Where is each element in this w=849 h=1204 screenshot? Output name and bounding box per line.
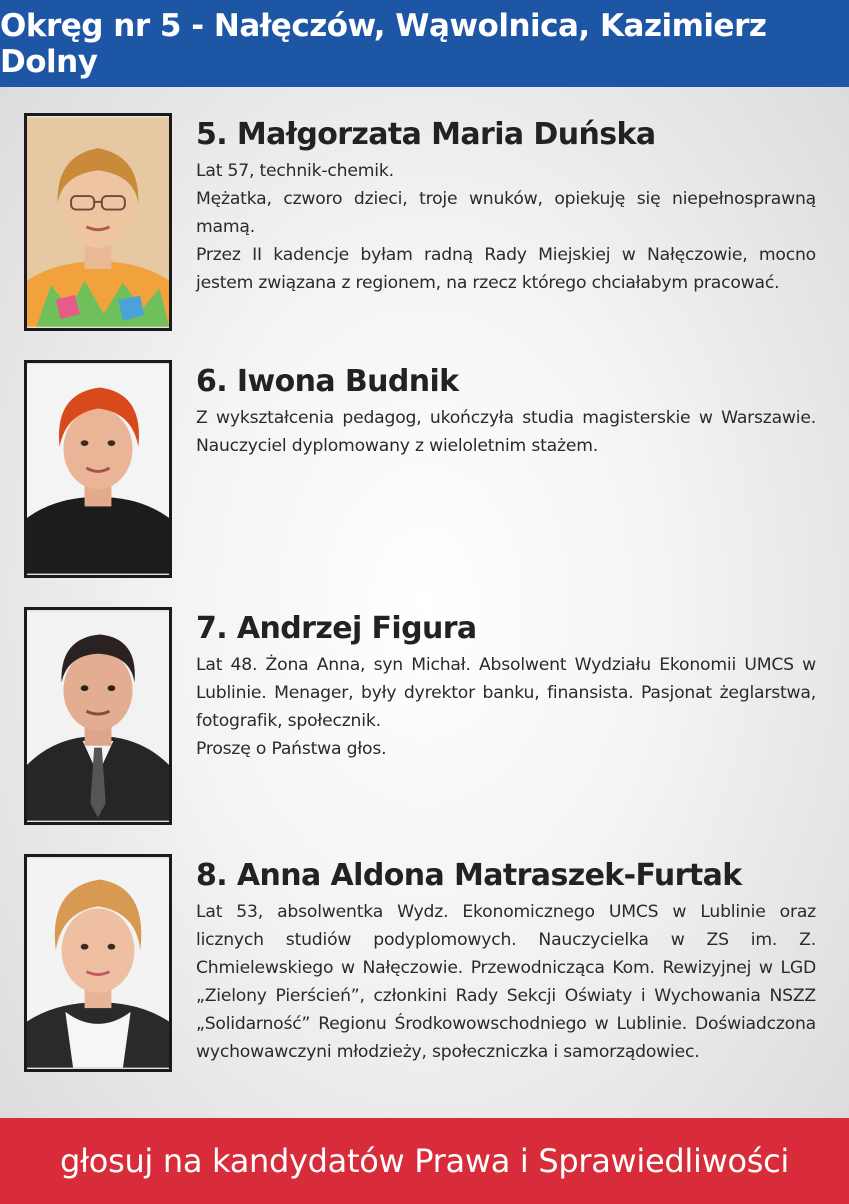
candidate-card (24, 360, 824, 580)
candidate-photo (24, 854, 172, 1072)
candidate-bio-line: Lat 48. Żona Anna, syn Michał. Absolwent Wydziału Ekonomii UMCS w Lublinie. Menager, były dyrektor banku, finansista. Pasjonat żeglarstwa, fotografik, społecznik. (196, 655, 816, 731)
candidate-photo (24, 113, 172, 331)
district-title: Okręg nr 5 - Nałęczów, Wąwolnica, Kazimierz Dolny (0, 7, 767, 80)
candidate-card (24, 113, 824, 333)
portrait-man-suit (27, 610, 169, 822)
candidate-photo (24, 360, 172, 578)
candidate-bio-line: Przez II kadencje byłam radną Rady Miejskiej w Nałęczowie, mocno jestem związana z regionem, na rzecz którego chciałabym pracować. (196, 245, 816, 293)
candidate-name: 5. Małgorzata Maria Duńska (196, 117, 656, 152)
header-banner (0, 0, 849, 87)
candidate-card (24, 607, 824, 827)
candidate-photo (24, 607, 172, 825)
candidate-card (24, 854, 824, 1074)
footer-banner (0, 1118, 849, 1204)
candidate-name: 7. Andrzej Figura (196, 611, 477, 646)
candidate-bio-line: Proszę o Państwa głos. (196, 739, 387, 759)
portrait-woman-glasses (27, 116, 169, 328)
candidate-bio-line: Z wykształcenia pedagog, ukończyła studia magisterskie w Warszawie. Nauczyciel dyplomowany z wieloletnim stażem. (196, 408, 816, 456)
portrait-woman-red-hair (27, 363, 169, 575)
candidate-bio-line: Mężatka, czworo dzieci, troje wnuków, opiekuję się niepełnosprawną mamą. (196, 189, 816, 237)
candidate-name: 6. Iwona Budnik (196, 364, 459, 399)
footer-slogan: głosuj na kandydatów Prawa i Sprawiedliwości (59, 1142, 790, 1180)
portrait-woman-blonde (27, 857, 169, 1069)
candidate-bio-line: Lat 57, technik-chemik. (196, 161, 394, 181)
candidate-bio-line: Lat 53, absolwentka Wydz. Ekonomicznego UMCS w Lublinie oraz licznych studiów podyplomowych. Nauczycielka w ZS im. Z. Chmielewskiego w Nałęczowie. Przewodnicząca Kom. Rewizyjnej w LGD „Zielony Pierścień”, członkini Rady Sekcji Oświaty i Wychowania NSZZ „Solidarność” Regionu Środkowowschodniego w Lublinie. Doświadczona wychowawczyni młodzieży, społeczniczka i samorządowiec. (196, 902, 816, 1062)
candidate-name: 8. Anna Aldona Matraszek-Furtak (196, 858, 742, 893)
